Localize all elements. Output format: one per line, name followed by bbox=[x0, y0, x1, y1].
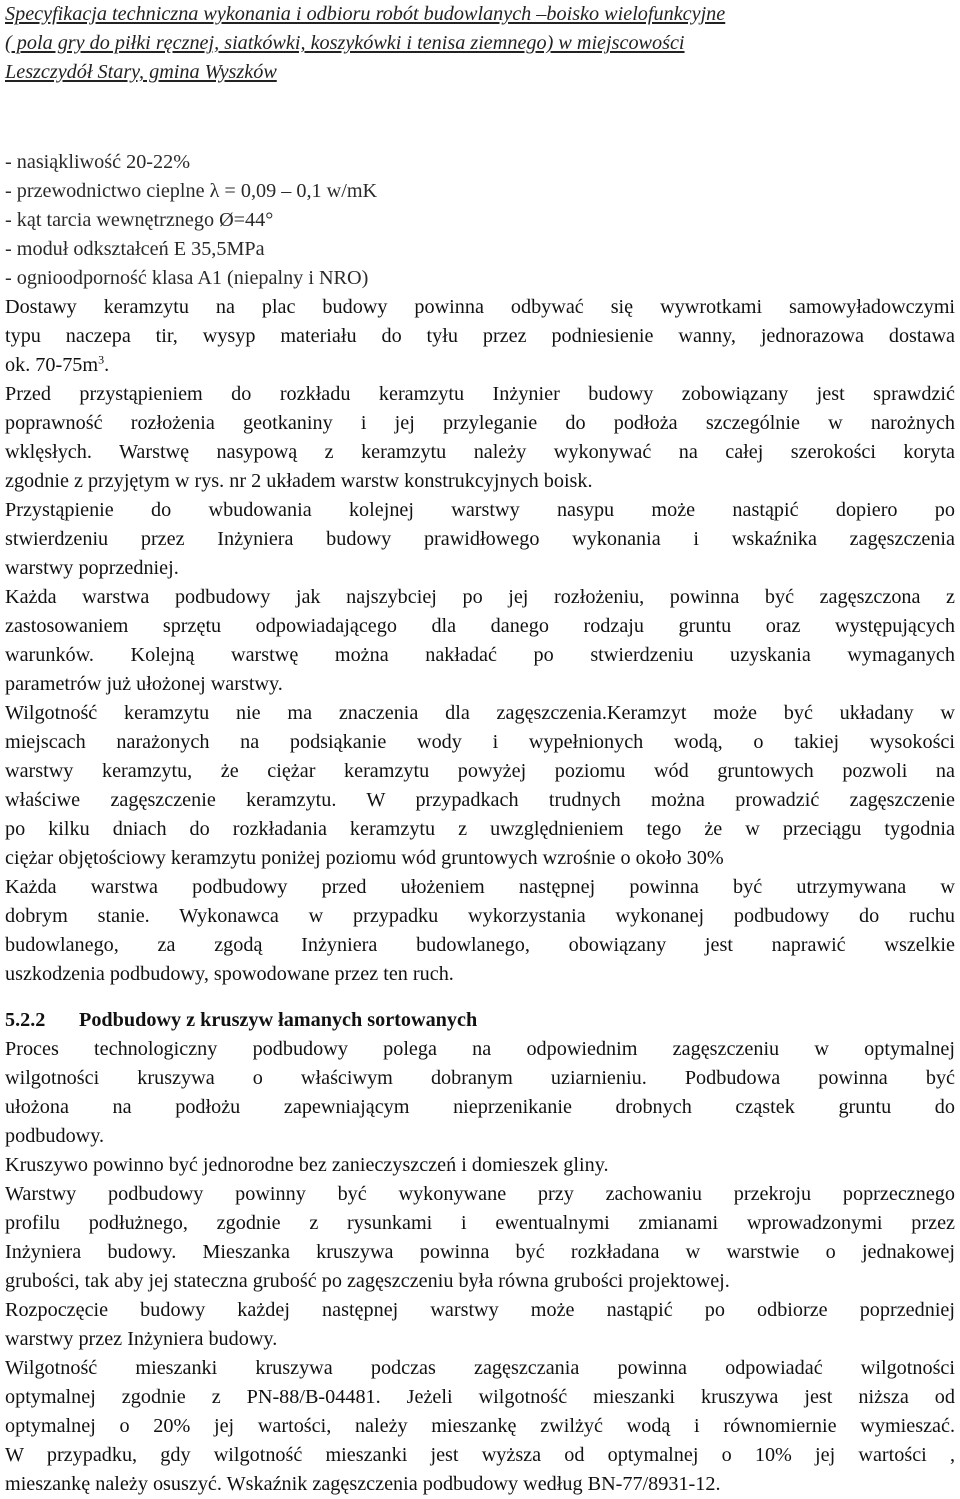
text-line: warstwy keramzytu, że ciężar keramzytu powyżej poziomu wód gruntowych pozwoli na bbox=[5, 760, 955, 782]
text-line: Dostawy keramzytu na plac budowy powinna odbywać się wywrotkami samowyładowczymi bbox=[5, 296, 955, 318]
text-line: dobrym stanie. Wykonawca w przypadku wykorzystania wykonanej podbudowy do ruchu bbox=[5, 905, 955, 927]
text-line: optymalnej o 20% jej wartości, należy mieszankę zwilżyć wodą i równomiernie wymieszać. bbox=[5, 1415, 955, 1437]
text-line: warstwy przez Inżyniera budowy. bbox=[5, 1328, 278, 1350]
header-line: Leszczydół Stary, gmina Wyszków bbox=[5, 61, 277, 83]
delivery-paragraph bbox=[5, 293, 955, 380]
property-item: - ognioodporność klasa A1 (niepalny i NRO) bbox=[5, 267, 369, 289]
keramzyt-body-text bbox=[5, 380, 955, 989]
text-line: wilgotności kruszywa o właściwym dobranym uziarnieniu. Podbudowa powinna być bbox=[5, 1067, 955, 1089]
text-line: optymalnej zgodnie z PN-88/B-04481. Jeżeli wilgotność mieszanki kruszywa jest niższa od bbox=[5, 1386, 955, 1408]
section-heading bbox=[5, 1006, 955, 1035]
text-line: parametrów już ułożonej warstwy. bbox=[5, 673, 283, 695]
cubic-superscript: 3 bbox=[98, 352, 105, 367]
property-item: - kąt tarcia wewnętrznego Ø=44° bbox=[5, 209, 274, 231]
text-line: ułożona na podłożu zapewniającym nieprzenikanie drobnych cząstek gruntu do bbox=[5, 1096, 955, 1118]
section-body-text bbox=[5, 1035, 955, 1499]
text-line: uszkodzenia podbudowy, spowodowane przez ten ruch. bbox=[5, 963, 454, 985]
text-line: profilu podłużnego, zgodnie z rysunkami i ewentualnymi zmianami wprowadzonymi przez bbox=[5, 1212, 955, 1234]
header-line: ( pola gry do piłki ręcznej, siatkówki, koszykówki i tenisa ziemnego) w miejscowości bbox=[5, 32, 685, 54]
text-line: Proces technologiczny podbudowy polega na odpowiednim zagęszczeniu w optymalnej bbox=[5, 1038, 955, 1060]
text-line: Każda warstwa podbudowy jak najszybciej po jej rozłożeniu, powinna być zagęszczona z bbox=[5, 586, 955, 608]
text-line: Przystąpienie do wbudowania kolejnej warstwy nasypu może nastąpić dopiero po bbox=[5, 499, 955, 521]
text-line: grubości, tak aby jej stateczna grubość po zagęszczeniu była równa grubości projektowej. bbox=[5, 1270, 730, 1292]
text-line: budowlanego, za zgodą Inżyniera budowlanego, obowiązany jest naprawić wszelkie bbox=[5, 934, 955, 956]
text-line: ciężar objętościowy keramzytu poniżej poziomu wód gruntowych wzrośnie o około 30% bbox=[5, 847, 724, 869]
text-line: mieszankę należy osuszyć. Wskaźnik zagęszczenia podbudowy według BN-77/8931-12. bbox=[5, 1473, 721, 1495]
text-line: Warstwy podbudowy powinny być wykonywane przy zachowaniu przekroju poprzecznego bbox=[5, 1183, 955, 1205]
text-line: Wilgotność keramzytu nie ma znaczenia dla zagęszczenia.Keramzyt może być układany w bbox=[5, 702, 955, 724]
text-line: wklęsłych. Warstwę nasypową z keramzytu należy wykonywać na całej szerokości koryta bbox=[5, 441, 955, 463]
text-line: Każda warstwa podbudowy przed ułożeniem następnej powinna być utrzymywana w bbox=[5, 876, 955, 898]
text-line: Kruszywo powinno być jednorodne bez zanieczyszczeń i domieszek gliny. bbox=[5, 1154, 609, 1176]
delivery-quantity: ok. 70-75m bbox=[5, 354, 99, 376]
property-item: - nasiąkliwość 20-22% bbox=[5, 151, 191, 173]
section-number: 5.2.2 bbox=[5, 1009, 46, 1031]
text-line: zastosowaniem sprzętu odpowiadającego dla danego rodzaju gruntu oraz występujących bbox=[5, 615, 955, 637]
text-line: Inżyniera budowy. Mieszanka kruszywa powinna być rozkładana w warstwie o jednakowej bbox=[5, 1241, 955, 1263]
property-item: - moduł odkształceń E 35,5MPa bbox=[5, 238, 265, 260]
text-line bbox=[5, 351, 955, 380]
text-line: stwierdzeniu przez Inżyniera budowy prawidłowego wykonania i wskaźnika zagęszczenia bbox=[5, 528, 955, 550]
text-line: typu naczepa tir, wysyp materiału do tyłu przez podniesienie wanny, jednorazowa dostawa bbox=[5, 325, 955, 347]
text-line: właściwe zagęszczenie keramzytu. W przypadkach trudnych można prowadzić zagęszczenie bbox=[5, 789, 955, 811]
text-line: warstwy poprzedniej. bbox=[5, 557, 179, 579]
text-line: warunków. Kolejną warstwę można nakładać po stwierdzeniu uzyskania wymaganych bbox=[5, 644, 955, 666]
text-line: miejscach narażonych na podsiąkanie wody i wypełnionych wodą, o takiej wysokości bbox=[5, 731, 955, 753]
header-line: Specyfikacja techniczna wykonania i odbioru robót budowlanych –boisko wielofunkcyjne bbox=[5, 3, 726, 25]
text-line: poprawność rozłożenia geotkaniny i jej przyleganie do podłoża szczególnie w narożnych bbox=[5, 412, 955, 434]
text-line: Rozpoczęcie budowy każdej następnej warstwy może nastąpić po odbiorze poprzedniej bbox=[5, 1299, 955, 1321]
property-item: - przewodnictwo cieplne λ = 0,09 – 0,1 w/mK bbox=[5, 180, 378, 202]
text-line: Przed przystąpieniem do rozkładu keramzytu Inżynier budowy zobowiązany jest sprawdzić bbox=[5, 383, 955, 405]
section-title: Podbudowy z kruszyw łamanych sortowanych bbox=[79, 1009, 478, 1031]
text-line: Wilgotność mieszanki kruszywa podczas zagęszczania powinna odpowiadać wilgotności bbox=[5, 1357, 955, 1379]
text-line: podbudowy. bbox=[5, 1125, 105, 1147]
text-line: po kilku dniach do rozkładania keramzytu z uwzględnieniem tego że w przeciągu tygodnia bbox=[5, 818, 955, 840]
sentence-period: . bbox=[104, 354, 110, 376]
document-header bbox=[5, 0, 955, 87]
text-line: zgodnie z przyjętym w rys. nr 2 układem warstw konstrukcyjnych boisk. bbox=[5, 470, 593, 492]
material-properties-list bbox=[5, 148, 955, 293]
text-line: W przypadku, gdy wilgotność mieszanki jest wyższa od optymalnej o 10% jej wartości , bbox=[5, 1444, 955, 1466]
